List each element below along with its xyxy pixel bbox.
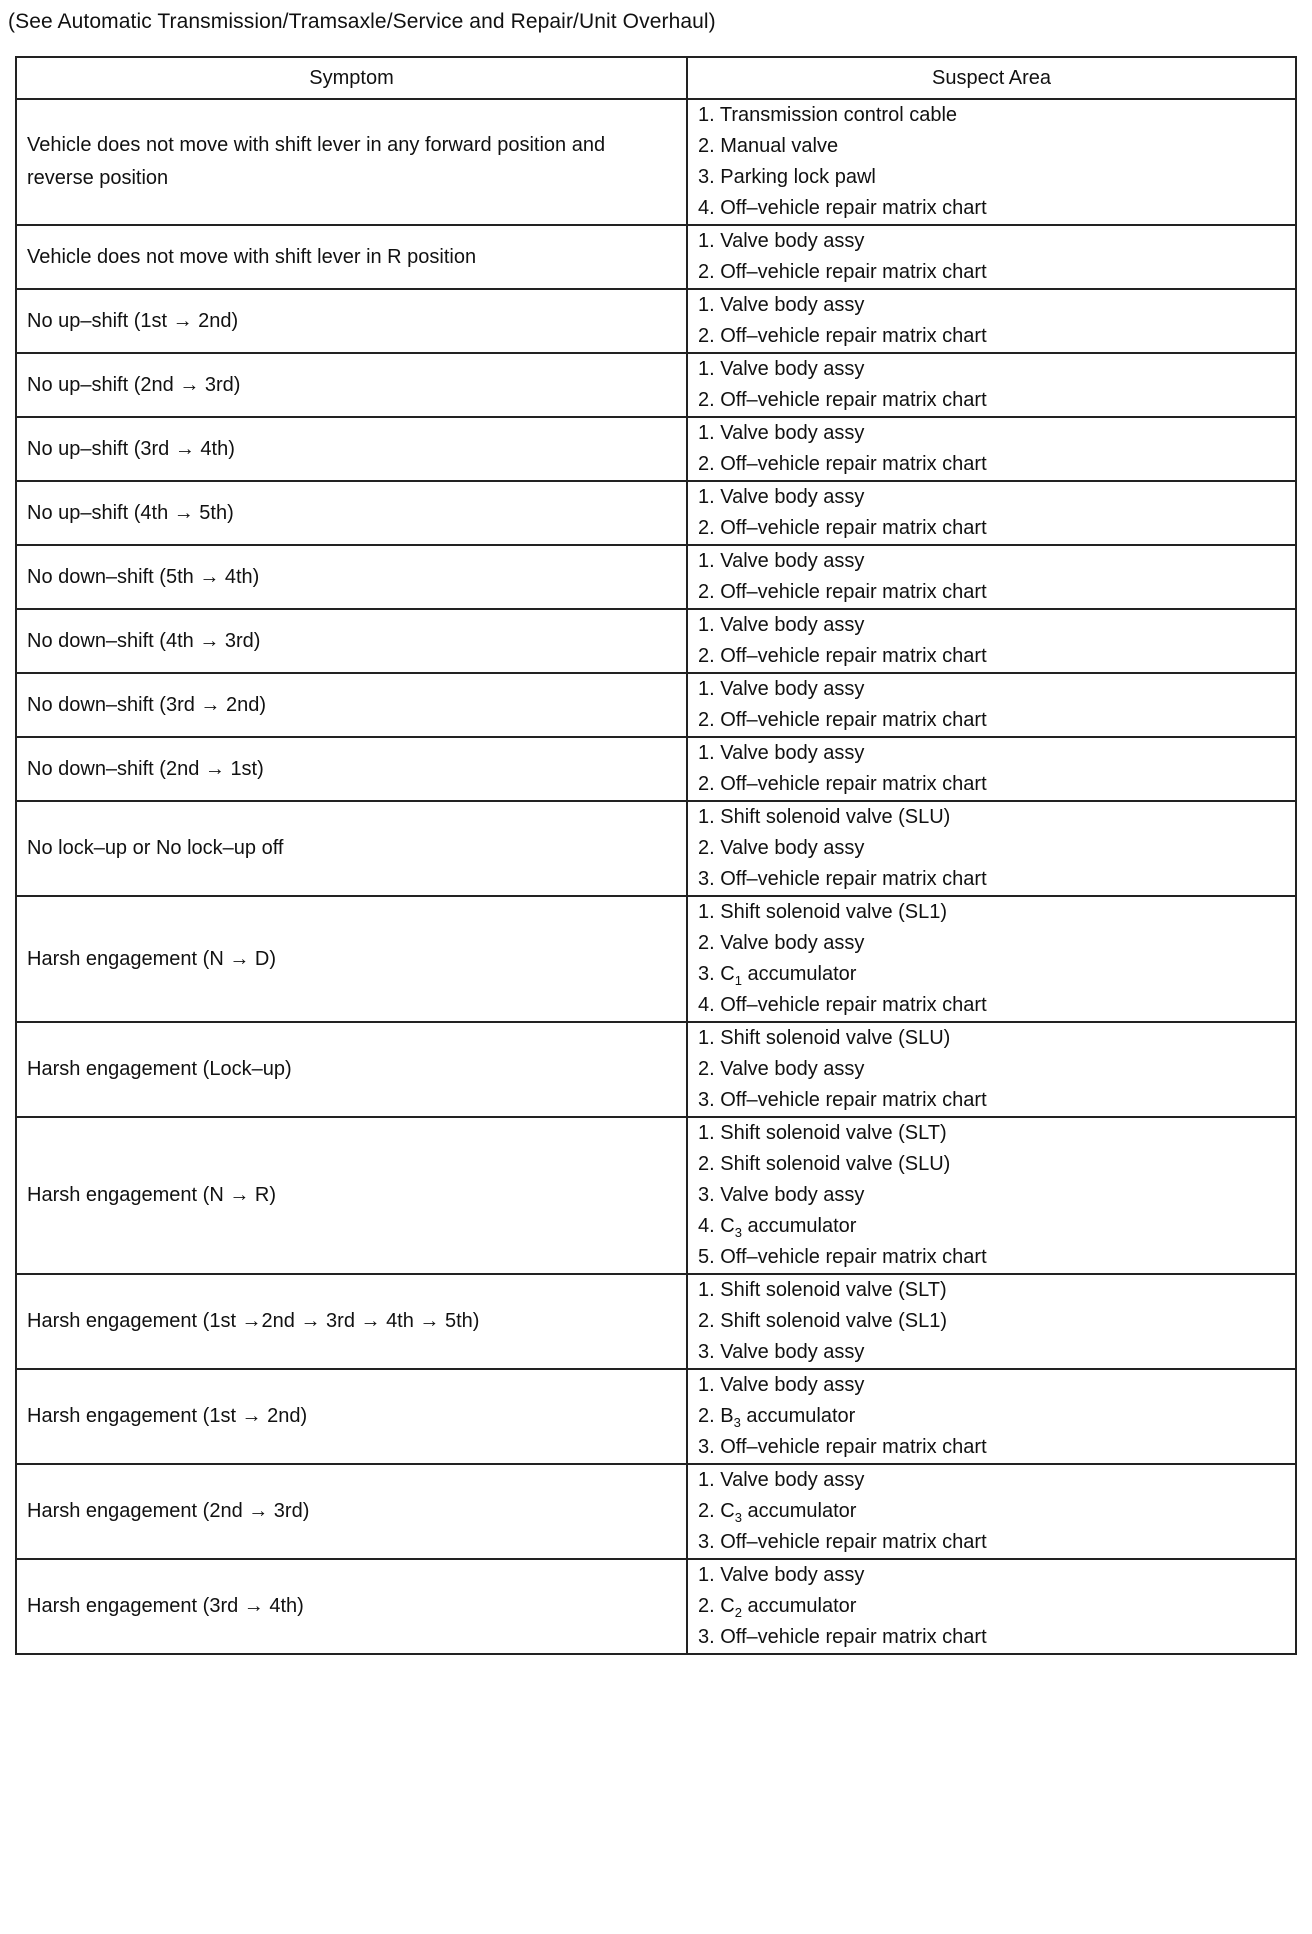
suspect-area-item: 1. Valve body assy bbox=[698, 422, 865, 444]
suspect-area-cell bbox=[687, 609, 1296, 673]
symptom-cell: No up–shift (3rd → 4th) bbox=[16, 417, 687, 481]
suspect-area-item: 1. Valve body assy bbox=[698, 614, 865, 636]
suspect-area-item bbox=[698, 1591, 1285, 1622]
table-row bbox=[16, 545, 1296, 609]
table-row bbox=[16, 1369, 1296, 1464]
item-suffix: accumulator bbox=[741, 1500, 857, 1522]
suspect-area-item: 1. Valve body assy bbox=[698, 358, 865, 380]
suspect-area-item: 2. Valve body assy bbox=[698, 1058, 865, 1080]
suspect-area-item: 1. Valve body assy bbox=[698, 1469, 865, 1491]
table-header-row bbox=[16, 57, 1296, 99]
item-prefix: 2. C bbox=[698, 1500, 735, 1522]
suspect-area-item: 2. Off–vehicle repair matrix chart bbox=[698, 581, 987, 603]
suspect-area-item: 1. Valve body assy bbox=[698, 1564, 865, 1586]
table-body bbox=[16, 99, 1296, 1654]
suspect-area-cell bbox=[687, 353, 1296, 417]
suspect-area-cell bbox=[687, 737, 1296, 801]
item-subscript: 3 bbox=[734, 1225, 742, 1240]
symptom-matrix-table bbox=[15, 56, 1297, 1655]
suspect-area-item: 3. Off–vehicle repair matrix chart bbox=[698, 868, 987, 890]
item-subscript: 1 bbox=[734, 973, 742, 988]
suspect-area-item: 2. Off–vehicle repair matrix chart bbox=[698, 773, 987, 795]
reference-note: (See Automatic Transmission/Tramsaxle/Service and Repair/Unit Overhaul) bbox=[8, 10, 716, 33]
suspect-area-item: 2. Shift solenoid valve (SL1) bbox=[698, 1310, 948, 1332]
suspect-area-cell bbox=[687, 1559, 1296, 1654]
suspect-area-item: 2. Valve body assy bbox=[698, 932, 865, 954]
suspect-area-item: 1. Valve body assy bbox=[698, 742, 865, 764]
suspect-area-cell bbox=[687, 1022, 1296, 1117]
suspect-area-item: 3. Parking lock pawl bbox=[698, 166, 876, 188]
suspect-area-cell bbox=[687, 1464, 1296, 1559]
item-suffix: accumulator bbox=[741, 1595, 857, 1617]
table-row bbox=[16, 289, 1296, 353]
suspect-area-item: 2. Off–vehicle repair matrix chart bbox=[698, 709, 987, 731]
symptom-cell: No up–shift (4th → 5th) bbox=[16, 481, 687, 545]
symptom-cell: Harsh engagement (N → R) bbox=[16, 1117, 687, 1274]
suspect-area-item: 1. Shift solenoid valve (SLT) bbox=[698, 1122, 947, 1144]
table-row bbox=[16, 1559, 1296, 1654]
suspect-area-cell bbox=[687, 896, 1296, 1022]
suspect-area-item bbox=[698, 1401, 1285, 1432]
suspect-area-cell bbox=[687, 481, 1296, 545]
symptom-cell: No up–shift (2nd → 3rd) bbox=[16, 353, 687, 417]
suspect-area-item: 2. Off–vehicle repair matrix chart bbox=[698, 645, 987, 667]
suspect-area-item: 3. Off–vehicle repair matrix chart bbox=[698, 1626, 987, 1648]
suspect-area-item: 1. Shift solenoid valve (SLT) bbox=[698, 1279, 947, 1301]
item-prefix: 3. C bbox=[698, 963, 735, 985]
symptom-cell: No up–shift (1st → 2nd) bbox=[16, 289, 687, 353]
table-row bbox=[16, 1274, 1296, 1369]
symptom-cell: Harsh engagement (1st →2nd → 3rd → 4th → 5th) bbox=[16, 1274, 687, 1369]
table-row bbox=[16, 353, 1296, 417]
suspect-area-item: 1. Valve body assy bbox=[698, 294, 865, 316]
suspect-area-item bbox=[698, 1496, 1285, 1527]
suspect-area-cell bbox=[687, 417, 1296, 481]
item-prefix: 2. C bbox=[698, 1595, 735, 1617]
suspect-area-item: 1. Transmission control cable bbox=[698, 104, 958, 126]
table-row bbox=[16, 1022, 1296, 1117]
symptom-cell: Harsh engagement (Lock–up) bbox=[16, 1022, 687, 1117]
item-suffix: accumulator bbox=[740, 1405, 856, 1427]
suspect-area-item: 3. Off–vehicle repair matrix chart bbox=[698, 1531, 987, 1553]
suspect-area-item: 4. Off–vehicle repair matrix chart bbox=[698, 197, 987, 219]
symptom-cell: No down–shift (5th → 4th) bbox=[16, 545, 687, 609]
suspect-area-cell bbox=[687, 225, 1296, 289]
table-row bbox=[16, 1464, 1296, 1559]
suspect-area-item: 1. Shift solenoid valve (SLU) bbox=[698, 806, 951, 828]
symptom-cell: No down–shift (3rd → 2nd) bbox=[16, 673, 687, 737]
table-row bbox=[16, 225, 1296, 289]
suspect-area-item: 5. Off–vehicle repair matrix chart bbox=[698, 1246, 987, 1268]
symptom-cell: Harsh engagement (2nd → 3rd) bbox=[16, 1464, 687, 1559]
table-row bbox=[16, 1117, 1296, 1274]
table-row bbox=[16, 609, 1296, 673]
symptom-cell: Vehicle does not move with shift lever in any forward position and reverse position bbox=[16, 99, 687, 225]
suspect-area-item: 2. Off–vehicle repair matrix chart bbox=[698, 453, 987, 475]
suspect-area-item: 2. Off–vehicle repair matrix chart bbox=[698, 517, 987, 539]
suspect-area-item: 4. Off–vehicle repair matrix chart bbox=[698, 994, 987, 1016]
suspect-area-item: 2. Off–vehicle repair matrix chart bbox=[698, 325, 987, 347]
suspect-area-item bbox=[698, 1211, 1285, 1242]
suspect-area-item bbox=[698, 959, 1285, 990]
suspect-area-item: 1. Valve body assy bbox=[698, 230, 865, 252]
table-row bbox=[16, 417, 1296, 481]
symptom-cell: Harsh engagement (3rd → 4th) bbox=[16, 1559, 687, 1654]
suspect-area-cell bbox=[687, 1274, 1296, 1369]
suspect-area-cell bbox=[687, 289, 1296, 353]
symptom-cell: Harsh engagement (N → D) bbox=[16, 896, 687, 1022]
suspect-area-item: 2. Off–vehicle repair matrix chart bbox=[698, 389, 987, 411]
item-subscript: 2 bbox=[734, 1605, 742, 1620]
symptom-cell: No down–shift (4th → 3rd) bbox=[16, 609, 687, 673]
item-prefix: 2. B bbox=[698, 1405, 734, 1427]
suspect-area-item: 2. Manual valve bbox=[698, 135, 839, 157]
symptom-cell: No lock–up or No lock–up off bbox=[16, 801, 687, 896]
table-row bbox=[16, 896, 1296, 1022]
suspect-area-item: 2. Valve body assy bbox=[698, 837, 865, 859]
suspect-area-cell bbox=[687, 673, 1296, 737]
item-suffix: accumulator bbox=[741, 963, 857, 985]
item-suffix: accumulator bbox=[741, 1215, 857, 1237]
table-row bbox=[16, 737, 1296, 801]
table-row bbox=[16, 481, 1296, 545]
symptom-cell: Vehicle does not move with shift lever in R position bbox=[16, 225, 687, 289]
suspect-area-item: 3. Valve body assy bbox=[698, 1341, 865, 1363]
suspect-area-cell bbox=[687, 99, 1296, 225]
suspect-area-item: 2. Off–vehicle repair matrix chart bbox=[698, 261, 987, 283]
item-prefix: 4. C bbox=[698, 1215, 735, 1237]
suspect-area-item: 2. Shift solenoid valve (SLU) bbox=[698, 1153, 951, 1175]
item-subscript: 3 bbox=[733, 1415, 741, 1430]
suspect-area-item: 1. Valve body assy bbox=[698, 486, 865, 508]
symptom-cell: No down–shift (2nd → 1st) bbox=[16, 737, 687, 801]
column-header-suspect-area: Suspect Area bbox=[687, 57, 1296, 99]
suspect-area-cell bbox=[687, 545, 1296, 609]
suspect-area-cell bbox=[687, 1369, 1296, 1464]
suspect-area-item: 3. Off–vehicle repair matrix chart bbox=[698, 1436, 987, 1458]
suspect-area-item: 1. Shift solenoid valve (SL1) bbox=[698, 901, 948, 923]
suspect-area-cell bbox=[687, 801, 1296, 896]
item-subscript: 3 bbox=[734, 1510, 742, 1525]
table-row bbox=[16, 99, 1296, 225]
symptom-cell: Harsh engagement (1st → 2nd) bbox=[16, 1369, 687, 1464]
table-row bbox=[16, 673, 1296, 737]
suspect-area-item: 3. Off–vehicle repair matrix chart bbox=[698, 1089, 987, 1111]
suspect-area-item: 1. Shift solenoid valve (SLU) bbox=[698, 1027, 951, 1049]
column-header-symptom: Symptom bbox=[16, 57, 687, 99]
suspect-area-item: 1. Valve body assy bbox=[698, 1374, 865, 1396]
suspect-area-item: 1. Valve body assy bbox=[698, 678, 865, 700]
suspect-area-cell bbox=[687, 1117, 1296, 1274]
table-row bbox=[16, 801, 1296, 896]
suspect-area-item: 1. Valve body assy bbox=[698, 550, 865, 572]
suspect-area-item: 3. Valve body assy bbox=[698, 1184, 865, 1206]
